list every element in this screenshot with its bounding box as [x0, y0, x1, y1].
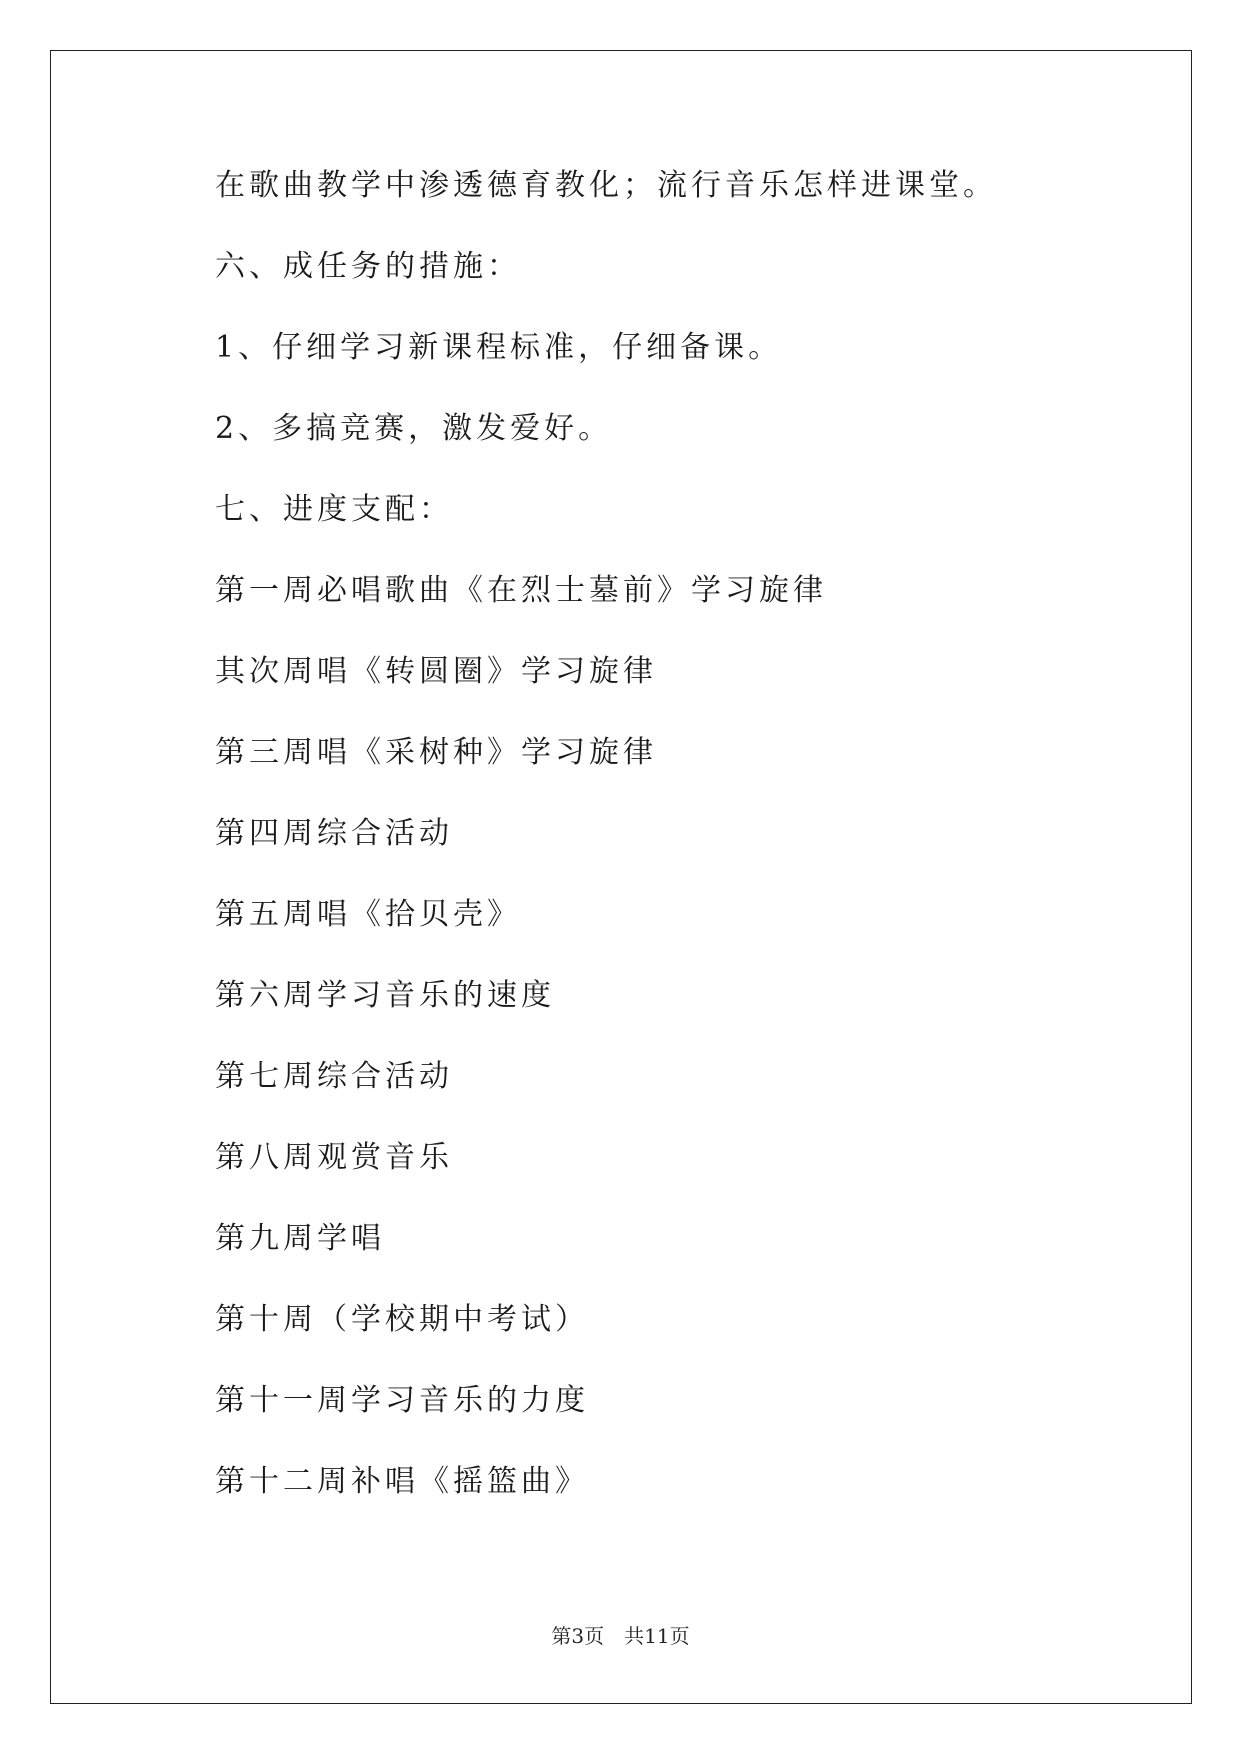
schedule-item: 其次周唱《转圆圈》学习旋律 — [215, 654, 657, 689]
schedule-item: 第八周观赏音乐 — [215, 1140, 453, 1175]
schedule-item: 第九周学唱 — [215, 1221, 385, 1256]
document-body — [215, 168, 1115, 1545]
list-item: 1、仔细学习新课程标准，仔细备课。 — [215, 330, 783, 365]
schedule-item: 第十周（学校期中考试） — [215, 1302, 589, 1337]
total-page-count: 共11页 — [624, 1624, 690, 1648]
list-item: 2、多搞竞赛，激发爱好。 — [215, 411, 613, 446]
schedule-item: 第十一周学习音乐的力度 — [215, 1383, 589, 1418]
schedule-item: 第四周综合活动 — [215, 816, 453, 851]
schedule-item: 第六周学习音乐的速度 — [215, 978, 555, 1013]
current-page-number: 第3页 — [551, 1624, 605, 1648]
schedule-item: 第十二周补唱《摇篮曲》 — [215, 1464, 589, 1499]
section-heading: 六、成任务的措施： — [215, 249, 521, 284]
paragraph-line: 在歌曲教学中渗透德育教化；流行音乐怎样进课堂。 — [215, 168, 997, 203]
schedule-item: 第五周唱《拾贝壳》 — [215, 897, 521, 932]
schedule-item: 第一周必唱歌曲《在烈士墓前》学习旋律 — [215, 573, 827, 608]
schedule-item: 第七周综合活动 — [215, 1059, 453, 1094]
schedule-item: 第三周唱《采树种》学习旋律 — [215, 735, 657, 770]
page-footer — [0, 1620, 1241, 1649]
section-heading: 七、进度支配： — [215, 492, 453, 527]
